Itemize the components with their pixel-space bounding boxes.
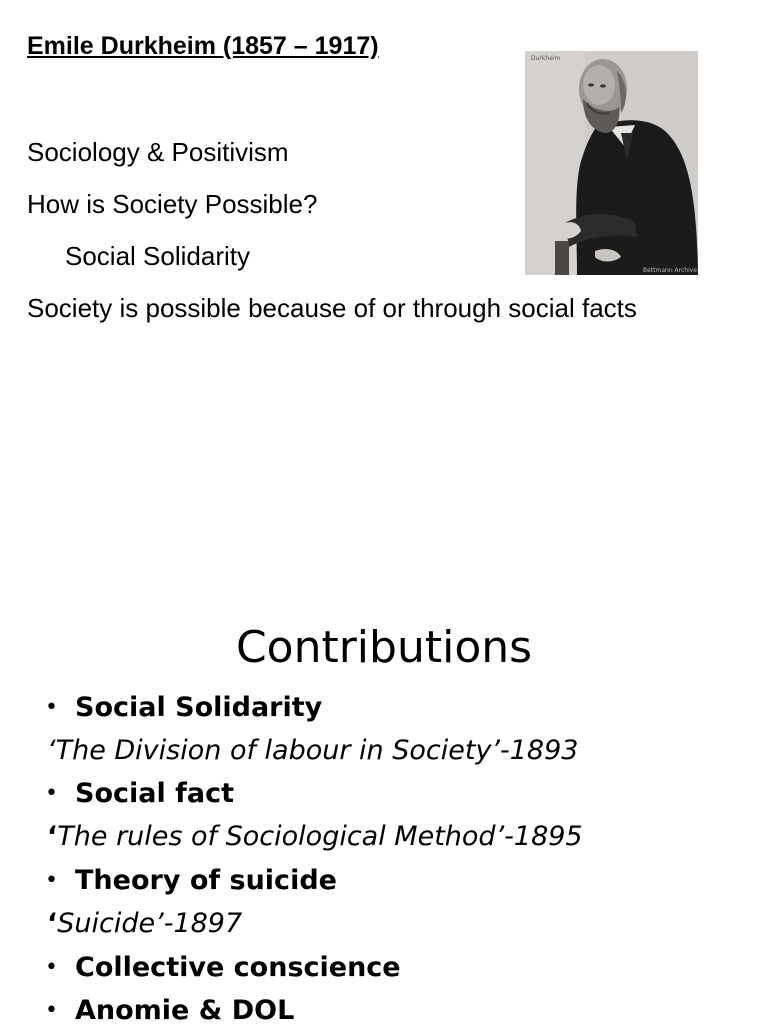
text-line-social-solidarity: Social Solidarity — [65, 241, 250, 271]
slide-contributions — [0, 600, 768, 1024]
open-quote: ‘ — [47, 821, 58, 852]
bullet-glyph: • — [45, 868, 58, 893]
bullet-glyph: • — [45, 695, 58, 720]
list-item-text: Anomie & DOL — [75, 995, 295, 1026]
open-quote: ‘ — [47, 908, 58, 939]
bullet-glyph: • — [45, 781, 58, 806]
work-title-text: The rules of Sociological Method’-1895 — [57, 821, 583, 852]
contributions-list — [0, 600, 768, 1024]
list-item-text: Collective conscience — [75, 952, 401, 983]
bullet-glyph: • — [45, 998, 58, 1023]
text-line-sociology-positivism: Sociology & Positivism — [27, 137, 289, 167]
contributions-title: Contributions — [235, 622, 533, 673]
text-line-how-is-society-possible: How is Society Possible? — [27, 189, 318, 219]
text-line-social-facts: Society is possible because of or through social facts — [27, 293, 637, 323]
bullet-glyph: • — [45, 955, 58, 980]
work-title — [47, 906, 242, 942]
photo-caption-top: Durkheim — [531, 55, 561, 62]
work-title-text: The Division of labour in Society’-1893 — [55, 735, 579, 766]
work-title-text: Suicide’-1897 — [57, 908, 243, 939]
work-title — [47, 733, 578, 769]
list-item-text: Social fact — [75, 778, 235, 809]
durkheim-portrait-photo — [525, 51, 698, 275]
list-item-text: Theory of suicide — [75, 865, 337, 896]
list-item-text: Social Solidarity — [75, 692, 323, 723]
work-title — [47, 819, 583, 855]
slide-title: Emile Durkheim (1857 – 1917) — [27, 32, 379, 60]
open-quote: ‘ — [47, 735, 56, 766]
photo-caption-bottom: Bettmann Archive — [643, 267, 697, 274]
